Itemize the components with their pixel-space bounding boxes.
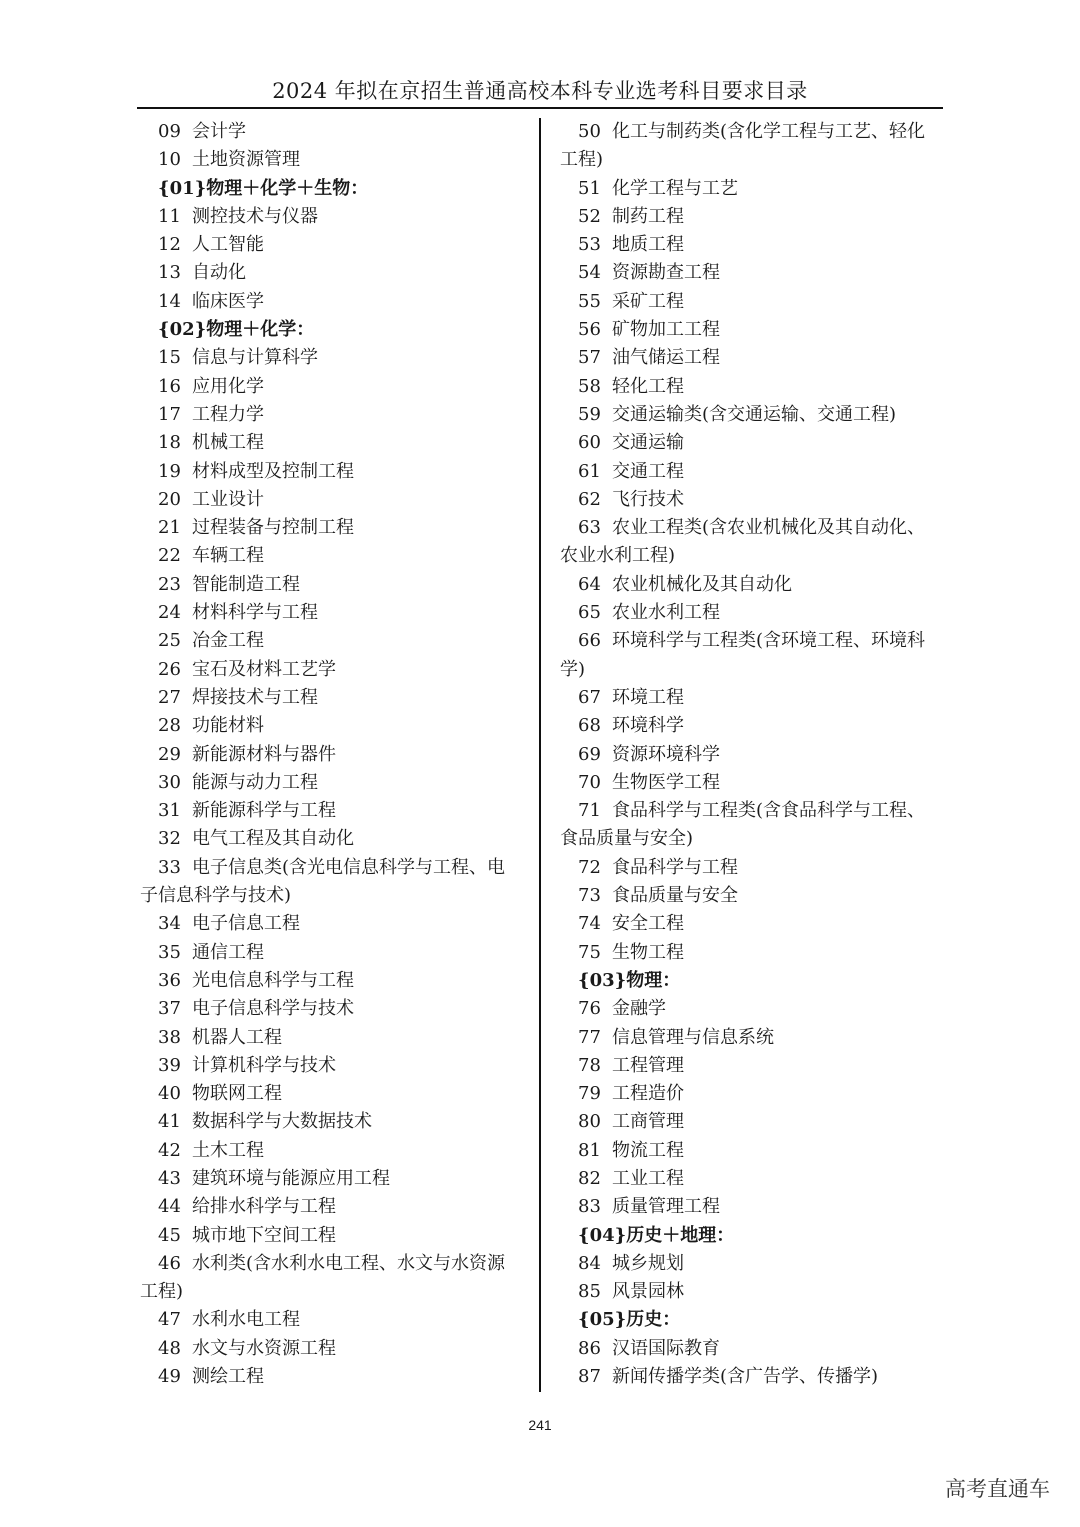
item-number: 77 bbox=[578, 1026, 601, 1048]
item-number: 85 bbox=[578, 1281, 601, 1303]
item-number: 38 bbox=[158, 1026, 181, 1048]
item-number: 43 bbox=[158, 1167, 181, 1189]
list-item bbox=[140, 373, 528, 401]
item-number: 35 bbox=[158, 941, 181, 963]
item-text: 油气储运工程 bbox=[612, 347, 720, 369]
item-number: 86 bbox=[578, 1337, 601, 1359]
item-number: 32 bbox=[158, 828, 181, 850]
item-number: 28 bbox=[158, 715, 181, 737]
list-item-continuation: 工程) bbox=[140, 1281, 184, 1303]
header-rule bbox=[137, 107, 943, 109]
item-number: 69 bbox=[578, 743, 601, 765]
list-item bbox=[140, 599, 528, 627]
item-text: 轻化工程 bbox=[612, 375, 684, 397]
item-text: 生物医学工程 bbox=[612, 771, 720, 793]
item-text: 飞行技术 bbox=[612, 488, 684, 510]
item-number: 27 bbox=[158, 686, 181, 708]
item-number: 48 bbox=[158, 1337, 181, 1359]
list-item bbox=[140, 712, 528, 740]
list-item bbox=[140, 1193, 528, 1221]
item-number: 33 bbox=[158, 856, 181, 878]
list-item bbox=[560, 373, 944, 401]
item-text: 工商管理 bbox=[612, 1111, 684, 1133]
item-number: 36 bbox=[158, 969, 181, 991]
item-text: 给排水科学与工程 bbox=[192, 1196, 336, 1218]
list-item bbox=[560, 288, 944, 316]
item-number: 13 bbox=[158, 262, 181, 284]
list-item bbox=[560, 316, 944, 344]
list-item bbox=[560, 627, 944, 655]
item-number: 16 bbox=[158, 375, 181, 397]
list-item bbox=[560, 1363, 944, 1391]
item-text: 环境科学 bbox=[612, 715, 684, 737]
item-number: 46 bbox=[158, 1252, 181, 1274]
item-text: 通信工程 bbox=[192, 941, 264, 963]
list-item bbox=[140, 769, 528, 797]
item-text: 电子信息科学与技术 bbox=[192, 998, 354, 1020]
item-number: 78 bbox=[578, 1054, 601, 1076]
list-item bbox=[140, 571, 528, 599]
list-item bbox=[140, 458, 528, 486]
list-item bbox=[140, 854, 528, 882]
item-text: 冶金工程 bbox=[192, 630, 264, 652]
page-number: 241 bbox=[528, 1417, 552, 1433]
item-number: 49 bbox=[158, 1366, 181, 1388]
list-item bbox=[140, 429, 528, 457]
item-text: 水文与水资源工程 bbox=[192, 1337, 336, 1359]
list-item bbox=[140, 741, 528, 769]
list-item bbox=[560, 571, 944, 599]
item-text: 人工智能 bbox=[192, 234, 264, 256]
list-item bbox=[560, 712, 944, 740]
list-item bbox=[140, 203, 528, 231]
item-number: 10 bbox=[158, 149, 181, 171]
list-item bbox=[140, 118, 528, 146]
list-item bbox=[140, 684, 528, 712]
list-item bbox=[560, 1052, 944, 1080]
item-number: 30 bbox=[158, 771, 181, 793]
item-number: 11 bbox=[158, 205, 181, 227]
item-number: 70 bbox=[578, 771, 601, 793]
list-item bbox=[560, 1278, 944, 1306]
item-text: 新闻传播学类(含广告学、传播学) bbox=[612, 1366, 879, 1388]
item-number: 47 bbox=[158, 1309, 181, 1331]
left-column bbox=[140, 118, 528, 1391]
item-text: 生物工程 bbox=[612, 941, 684, 963]
item-number: 63 bbox=[578, 517, 601, 539]
item-text: 土地资源管理 bbox=[192, 149, 300, 171]
item-text: 质量管理工程 bbox=[612, 1196, 720, 1218]
item-number: 80 bbox=[578, 1111, 601, 1133]
item-text: 物联网工程 bbox=[192, 1083, 282, 1105]
group-heading: {03}物理： bbox=[578, 969, 681, 991]
list-item bbox=[560, 175, 944, 203]
list-item bbox=[560, 231, 944, 259]
item-number: 26 bbox=[158, 658, 181, 680]
list-item bbox=[140, 344, 528, 372]
list-item bbox=[560, 995, 944, 1023]
item-number: 21 bbox=[158, 517, 181, 539]
list-item-continuation: 子信息科学与技术) bbox=[140, 885, 292, 907]
list-item bbox=[560, 1250, 944, 1278]
item-number: 76 bbox=[578, 998, 601, 1020]
item-text: 汉语国际教育 bbox=[612, 1337, 720, 1359]
item-text: 车辆工程 bbox=[192, 545, 264, 567]
list-item bbox=[560, 854, 944, 882]
list-item bbox=[560, 1137, 944, 1165]
item-text: 数据科学与大数据技术 bbox=[192, 1111, 372, 1133]
list-item bbox=[140, 967, 528, 995]
watermark: 高考直通车 bbox=[945, 1477, 1050, 1501]
list-item bbox=[140, 1137, 528, 1165]
list-item-continuation: 食品质量与安全) bbox=[560, 828, 694, 850]
item-text: 风景园林 bbox=[612, 1281, 684, 1303]
item-text: 焊接技术与工程 bbox=[192, 686, 318, 708]
item-number: 56 bbox=[578, 319, 601, 341]
item-number: 24 bbox=[158, 602, 181, 624]
item-text: 城乡规划 bbox=[612, 1252, 684, 1274]
item-text: 工业工程 bbox=[612, 1167, 684, 1189]
item-text: 化学工程与工艺 bbox=[612, 177, 738, 199]
item-text: 安全工程 bbox=[612, 913, 684, 935]
item-text: 电子信息工程 bbox=[192, 913, 300, 935]
list-item bbox=[140, 1250, 528, 1278]
item-text: 农业水利工程 bbox=[612, 602, 720, 624]
item-text: 机械工程 bbox=[192, 432, 264, 454]
item-number: 62 bbox=[578, 488, 601, 510]
list-item bbox=[140, 825, 528, 853]
list-item bbox=[140, 486, 528, 514]
group-heading: {01}物理＋化学＋生物： bbox=[158, 177, 369, 199]
item-number: 71 bbox=[578, 800, 601, 822]
list-item bbox=[560, 458, 944, 486]
item-number: 15 bbox=[158, 347, 181, 369]
item-text: 制药工程 bbox=[612, 205, 684, 227]
item-text: 宝石及材料工艺学 bbox=[192, 658, 336, 680]
item-text: 交通工程 bbox=[612, 460, 684, 482]
item-text: 工业设计 bbox=[192, 488, 264, 510]
list-item bbox=[140, 259, 528, 287]
item-text: 交通运输类(含交通运输、交通工程) bbox=[612, 403, 897, 425]
item-text: 建筑环境与能源应用工程 bbox=[192, 1167, 390, 1189]
list-item bbox=[560, 939, 944, 967]
list-item bbox=[140, 1165, 528, 1193]
list-item bbox=[560, 769, 944, 797]
list-item bbox=[560, 203, 944, 231]
item-number: 45 bbox=[158, 1224, 181, 1246]
item-number: 64 bbox=[578, 573, 601, 595]
item-text: 信息与计算科学 bbox=[192, 347, 318, 369]
item-text: 功能材料 bbox=[192, 715, 264, 737]
item-text: 工程力学 bbox=[192, 403, 264, 425]
item-text: 资源勘查工程 bbox=[612, 262, 720, 284]
item-number: 74 bbox=[578, 913, 601, 935]
list-item bbox=[140, 514, 528, 542]
item-number: 52 bbox=[578, 205, 601, 227]
item-number: 54 bbox=[578, 262, 601, 284]
list-item-continuation: 农业水利工程) bbox=[560, 545, 676, 567]
item-number: 75 bbox=[578, 941, 601, 963]
list-item bbox=[140, 1222, 528, 1250]
item-text: 自动化 bbox=[192, 262, 246, 284]
item-text: 物流工程 bbox=[612, 1139, 684, 1161]
list-item bbox=[140, 1108, 528, 1136]
list-item bbox=[140, 146, 528, 174]
list-item bbox=[140, 1306, 528, 1334]
item-number: 50 bbox=[578, 121, 601, 142]
item-number: 79 bbox=[578, 1083, 601, 1105]
list-item bbox=[560, 118, 944, 146]
list-item bbox=[560, 1108, 944, 1136]
item-text: 城市地下空间工程 bbox=[192, 1224, 336, 1246]
item-text: 食品质量与安全 bbox=[612, 885, 738, 907]
list-item bbox=[560, 486, 944, 514]
list-item bbox=[560, 344, 944, 372]
item-number: 22 bbox=[158, 545, 181, 567]
item-text: 材料成型及控制工程 bbox=[192, 460, 354, 482]
item-text: 土木工程 bbox=[192, 1139, 264, 1161]
item-text: 资源环境科学 bbox=[612, 743, 720, 765]
item-number: 67 bbox=[578, 686, 601, 708]
item-text: 环境科学与工程类(含环境工程、环境科 bbox=[612, 630, 926, 652]
item-number: 39 bbox=[158, 1054, 181, 1076]
list-item bbox=[560, 599, 944, 627]
group-heading: {04}历史＋地理： bbox=[578, 1224, 735, 1246]
item-text: 地质工程 bbox=[612, 234, 684, 256]
item-text: 过程装备与控制工程 bbox=[192, 517, 354, 539]
list-item bbox=[140, 1363, 528, 1391]
item-number: 68 bbox=[578, 715, 601, 737]
item-text: 电气工程及其自动化 bbox=[192, 828, 354, 850]
list-item bbox=[560, 1165, 944, 1193]
list-item bbox=[140, 1052, 528, 1080]
list-item bbox=[140, 542, 528, 570]
item-number: 44 bbox=[158, 1196, 181, 1218]
item-number: 81 bbox=[578, 1139, 601, 1161]
list-item bbox=[560, 401, 944, 429]
item-text: 食品科学与工程 bbox=[612, 856, 738, 878]
item-number: 60 bbox=[578, 432, 601, 454]
page-title: 2024 年拟在京招生普通高校本科专业选考科目要求目录 bbox=[272, 79, 808, 103]
item-text: 食品科学与工程类(含食品科学与工程、 bbox=[612, 800, 926, 822]
list-item bbox=[560, 684, 944, 712]
list-item bbox=[560, 741, 944, 769]
item-number: 57 bbox=[578, 347, 601, 369]
list-item-continuation: 工程) bbox=[560, 149, 604, 171]
group-heading: {05}历史： bbox=[578, 1309, 681, 1331]
list-item bbox=[140, 231, 528, 259]
item-number: 37 bbox=[158, 998, 181, 1020]
item-number: 40 bbox=[158, 1083, 181, 1105]
item-text: 光电信息科学与工程 bbox=[192, 969, 354, 991]
list-item bbox=[140, 797, 528, 825]
item-number: 65 bbox=[578, 602, 601, 624]
item-number: 29 bbox=[158, 743, 181, 765]
item-text: 环境工程 bbox=[612, 686, 684, 708]
list-item bbox=[140, 656, 528, 684]
list-item bbox=[560, 514, 944, 542]
item-text: 新能源科学与工程 bbox=[192, 800, 336, 822]
list-item bbox=[140, 939, 528, 967]
item-text: 能源与动力工程 bbox=[192, 771, 318, 793]
item-number: 61 bbox=[578, 460, 601, 482]
list-item bbox=[560, 1193, 944, 1221]
item-number: 59 bbox=[578, 403, 601, 425]
item-text: 信息管理与信息系统 bbox=[612, 1026, 774, 1048]
item-number: 18 bbox=[158, 432, 181, 454]
item-text: 交通运输 bbox=[612, 432, 684, 454]
column-divider bbox=[539, 118, 541, 1392]
item-number: 87 bbox=[578, 1366, 601, 1388]
item-number: 19 bbox=[158, 460, 181, 482]
list-item bbox=[140, 995, 528, 1023]
item-text: 材料科学与工程 bbox=[192, 602, 318, 624]
group-heading: {02}物理＋化学： bbox=[158, 319, 315, 341]
item-text: 计算机科学与技术 bbox=[192, 1054, 336, 1076]
item-text: 应用化学 bbox=[192, 375, 264, 397]
item-number: 42 bbox=[158, 1139, 181, 1161]
list-item bbox=[560, 429, 944, 457]
list-item bbox=[140, 288, 528, 316]
item-text: 水利水电工程 bbox=[192, 1309, 300, 1331]
item-number: 23 bbox=[158, 573, 181, 595]
item-number: 58 bbox=[578, 375, 601, 397]
item-number: 41 bbox=[158, 1111, 181, 1133]
item-text: 新能源材料与器件 bbox=[192, 743, 336, 765]
right-column bbox=[560, 118, 944, 1391]
list-item bbox=[560, 1335, 944, 1363]
list-item bbox=[560, 910, 944, 938]
item-number: 34 bbox=[158, 913, 181, 935]
item-number: 84 bbox=[578, 1252, 601, 1274]
item-text: 测绘工程 bbox=[192, 1366, 264, 1388]
item-number: 51 bbox=[578, 177, 601, 199]
list-item bbox=[140, 1335, 528, 1363]
list-item bbox=[560, 259, 944, 287]
list-item-continuation: 学) bbox=[560, 658, 586, 680]
item-text: 农业机械化及其自动化 bbox=[612, 573, 792, 595]
item-text: 采矿工程 bbox=[612, 290, 684, 312]
list-item bbox=[140, 1080, 528, 1108]
item-text: 工程管理 bbox=[612, 1054, 684, 1076]
item-number: 09 bbox=[158, 121, 181, 142]
list-item bbox=[560, 1024, 944, 1052]
item-number: 20 bbox=[158, 488, 181, 510]
item-text: 临床医学 bbox=[192, 290, 264, 312]
item-text: 电子信息类(含光电信息科学与工程、电 bbox=[192, 856, 506, 878]
item-number: 31 bbox=[158, 800, 181, 822]
item-text: 测控技术与仪器 bbox=[192, 205, 318, 227]
item-number: 83 bbox=[578, 1196, 601, 1218]
list-item bbox=[560, 797, 944, 825]
list-item bbox=[140, 1024, 528, 1052]
item-text: 农业工程类(含农业机械化及其自动化、 bbox=[612, 517, 926, 539]
item-number: 72 bbox=[578, 856, 601, 878]
item-number: 12 bbox=[158, 234, 181, 256]
list-item bbox=[560, 1080, 944, 1108]
list-item bbox=[140, 910, 528, 938]
item-text: 智能制造工程 bbox=[192, 573, 300, 595]
item-number: 55 bbox=[578, 290, 601, 312]
list-item bbox=[560, 882, 944, 910]
item-text: 矿物加工工程 bbox=[612, 319, 720, 341]
item-text: 金融学 bbox=[612, 998, 666, 1020]
item-number: 82 bbox=[578, 1167, 601, 1189]
item-number: 17 bbox=[158, 403, 181, 425]
list-item bbox=[140, 401, 528, 429]
item-number: 73 bbox=[578, 885, 601, 907]
item-number: 53 bbox=[578, 234, 601, 256]
item-number: 14 bbox=[158, 290, 181, 312]
item-text: 会计学 bbox=[192, 121, 246, 142]
item-text: 化工与制药类(含化学工程与工艺、轻化 bbox=[612, 121, 926, 142]
item-number: 25 bbox=[158, 630, 181, 652]
item-text: 工程造价 bbox=[612, 1083, 684, 1105]
list-item bbox=[140, 627, 528, 655]
item-text: 水利类(含水利水电工程、水文与水资源 bbox=[192, 1252, 506, 1274]
item-number: 66 bbox=[578, 630, 601, 652]
item-text: 机器人工程 bbox=[192, 1026, 282, 1048]
